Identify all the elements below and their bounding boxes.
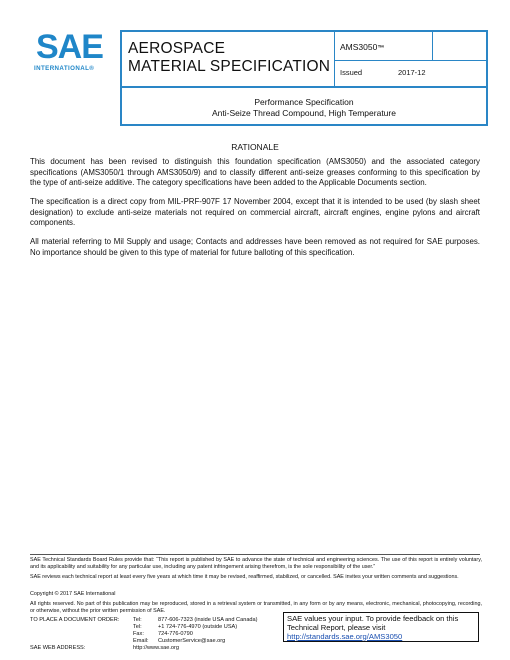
contact-value: +1 724-776-4970 (outside USA) <box>158 624 238 630</box>
specification-category: Performance Specification <box>254 97 354 107</box>
footer-note: SAE Technical Standards Board Rules provide that: “This report is published by SAE to advance the state of technical and engineering sciences. The use of this report is entirely voluntary, and its applicability and suitability for any particular use, including any patent infringement arising therefrom, is the sole responsibility of the user.” <box>30 557 482 570</box>
header-box <box>120 30 488 88</box>
logo-letters: SAE <box>36 28 103 66</box>
contact-value: 877-606-7323 (inside USA and Canada) <box>158 617 258 623</box>
contact-label: Tel: <box>133 624 142 630</box>
subtitle-box <box>120 88 488 126</box>
web-address-link[interactable]: http://www.sae.org <box>133 645 180 651</box>
footer-rule <box>30 554 480 555</box>
contact-label: Fax: <box>133 631 144 637</box>
order-label: TO PLACE A DOCUMENT ORDER: <box>30 617 120 623</box>
footer-note: SAE reviews each technical report at least every five years at which time it may be revised, reaffirmed, stabilized, or cancelled. SAE invites your written comments and suggestions. <box>30 574 459 580</box>
contact-value: 724-776-0790 <box>158 631 193 637</box>
copyright-note: Copyright © 2017 SAE International <box>30 591 116 597</box>
contact-label: Tel: <box>133 617 142 623</box>
contact-label: Email: <box>133 638 149 644</box>
document-number <box>340 42 384 52</box>
header-divider <box>432 32 433 60</box>
logo-subtitle: INTERNATIONAL® <box>34 65 95 72</box>
sae-logo <box>30 30 114 76</box>
body-paragraph: All material referring to Mil Supply and usage; Contacts and addresses have been removed as not required for SAE purposes. No importance should be given to this type of material for future balloting of this specification. <box>30 237 480 257</box>
title-line-1: AEROSPACE <box>128 40 226 57</box>
header-divider <box>334 32 335 86</box>
specification-title: Anti-Seize Thread Compound, High Temperature <box>212 108 396 118</box>
issued-date: 2017-12 <box>398 68 426 77</box>
section-heading: RATIONALE <box>231 142 279 152</box>
document-type-title <box>128 40 330 76</box>
footer-note: All rights reserved. No part of this publication may be reproduced, stored in a retrieval system or transmitted, in any form or by any means, electronic, mechanical, photocopying, recording, or otherwise, without the prior written permission of SAE. <box>30 601 482 614</box>
feedback-box <box>283 612 479 642</box>
header-divider <box>334 60 486 61</box>
title-line-2: MATERIAL SPECIFICATION <box>128 58 331 75</box>
issued-label: Issued <box>340 68 363 77</box>
document-number-text: AMS3050 <box>340 42 378 52</box>
body-paragraph: This document has been revised to distinguish this foundation specification (AMS3050) and the associated category specifications (AMS3050/1 through AMS3050/9) and to classify different anti-seize greases conforming to this specification by the type of anti-seize additive. The category specifications have been added to the Applicable Documents section. <box>30 157 480 188</box>
trademark-mark: ™ <box>377 45 385 52</box>
web-address-label: SAE WEB ADDRESS: <box>30 645 86 651</box>
contact-value: CustomerService@sae.org <box>158 638 226 644</box>
body-paragraph: The specification is a direct copy from MIL-PRF-907F 17 November 2004, except that it is intended to be used (by slash sheet designation) to exclude anti-seize materials not required on commercial aircraft, aircraft engines, engine pylons and aircraft components. <box>30 197 480 228</box>
feedback-text: SAE values your input. To provide feedback on this Technical Report, please visit <box>287 614 459 632</box>
feedback-link[interactable]: http://standards.sae.org/AMS3050 <box>287 631 403 641</box>
